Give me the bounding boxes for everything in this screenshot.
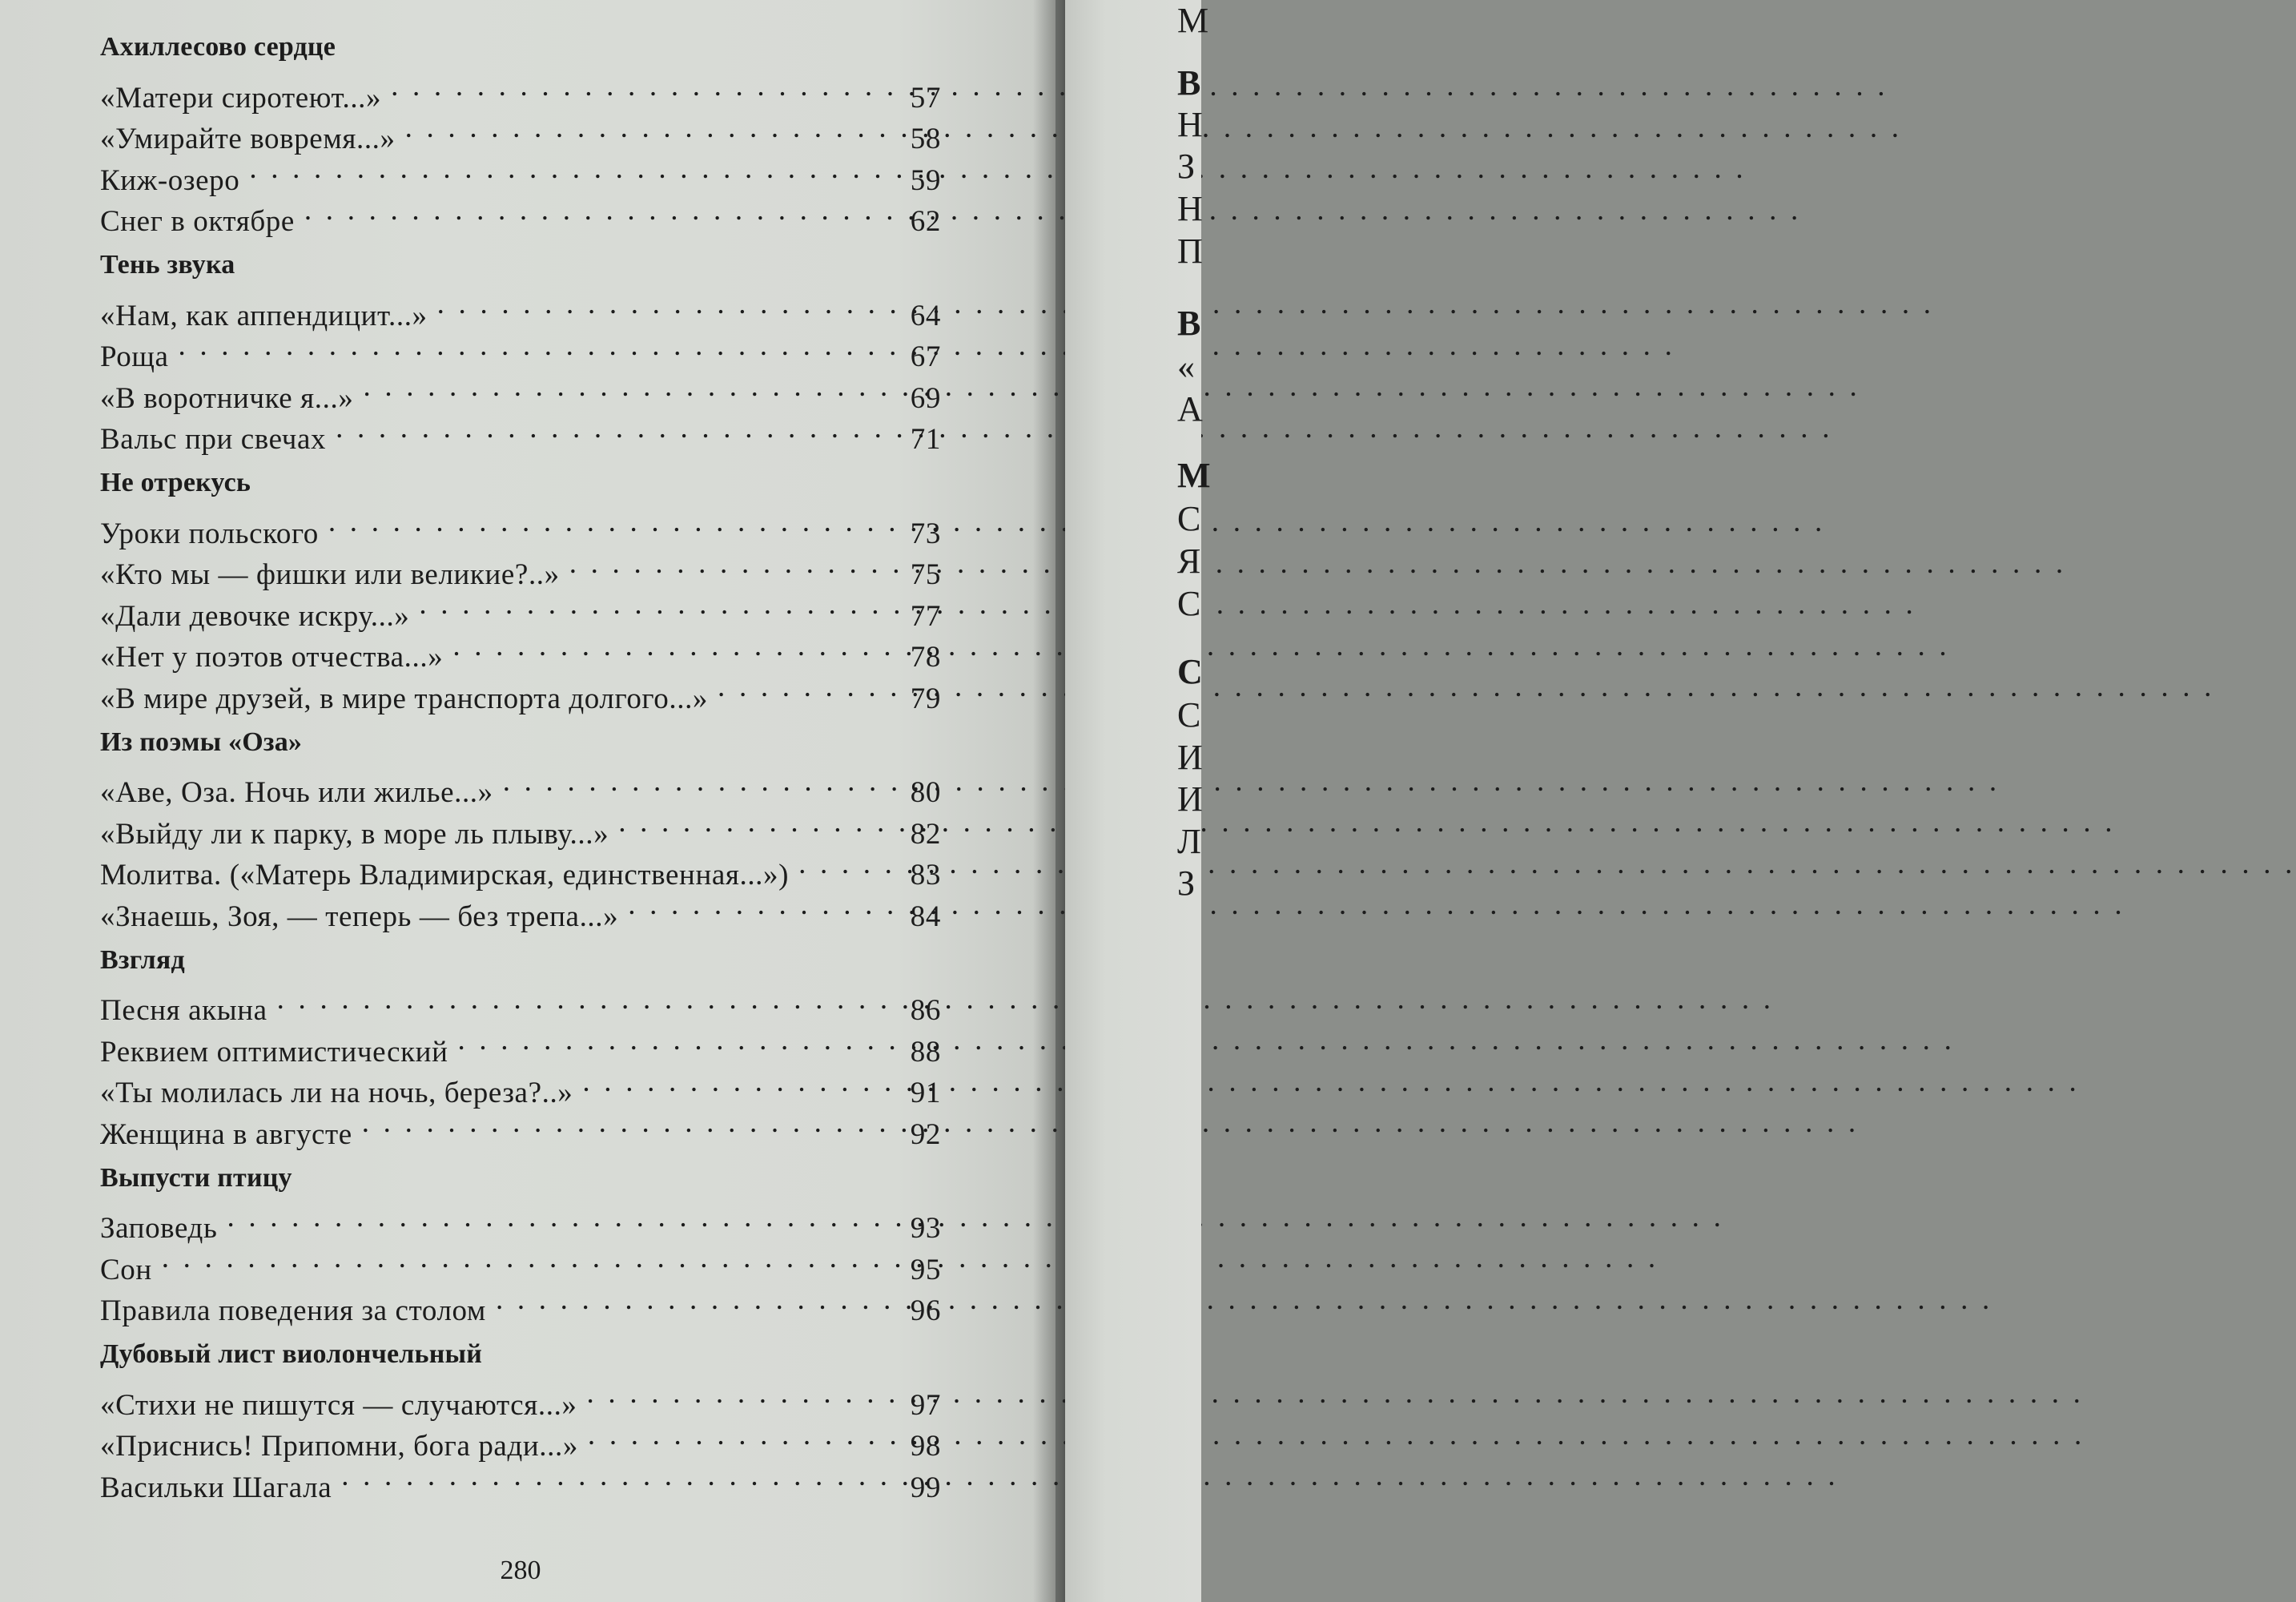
right-page-fragment: Я (1177, 541, 1201, 581)
toc-section (100, 465, 941, 715)
dot-leader (328, 501, 890, 543)
dot-leader (362, 1102, 890, 1144)
dot-leader (503, 761, 890, 803)
toc-entry (100, 1238, 941, 1286)
entry-page-number: 62 (910, 205, 941, 238)
entry-title: «Матери сиротеют...» (100, 81, 382, 115)
entry-title: «В мире друзей, в мире транспорта долгого...» (100, 682, 709, 715)
dot-leader (452, 626, 890, 667)
entry-page-number: 58 (910, 123, 941, 155)
right-page-fragment: В (1177, 304, 1201, 343)
entry-page-number: 93 (910, 1212, 941, 1245)
dot-leader (587, 1373, 890, 1415)
entry-title: «Ты молилась ли на ночь, береза?..» (100, 1077, 573, 1109)
toc-entry (100, 761, 941, 809)
toc-entry (100, 366, 941, 415)
entry-title: Реквием оптимистический (100, 1035, 448, 1069)
entry-title: Васильки Шагала (100, 1471, 332, 1504)
dot-leader (582, 1061, 890, 1103)
entry-title: Уроки польского (100, 517, 319, 550)
dot-leader (304, 190, 890, 231)
entry-title: Роща (100, 340, 169, 373)
entry-page-number: 59 (910, 163, 941, 197)
toc-entry (100, 66, 941, 115)
dot-leader (341, 1455, 890, 1497)
right-page-fragment: В (1177, 63, 1201, 103)
right-page-fragment: И (1177, 779, 1203, 819)
dot-leader (588, 1415, 890, 1456)
dot-leader (437, 284, 890, 325)
dot-leader (457, 1020, 890, 1061)
dot-leader (798, 843, 890, 885)
toc-section (100, 942, 941, 1151)
right-page-fragment: М (1177, 456, 1211, 495)
section-title: Тень звука (100, 250, 235, 280)
right-page-edge (1065, 0, 1211, 1602)
entry-page-number: 96 (910, 1294, 941, 1327)
toc-entry (100, 1373, 941, 1422)
entry-page-number: 78 (910, 641, 941, 674)
entry-page-number: 86 (910, 994, 941, 1027)
entry-title: Снег в октябре (100, 205, 295, 238)
section-title: Ахиллесово сердце (100, 32, 336, 62)
dot-leader (419, 584, 890, 626)
right-page-fragment: « (1177, 347, 1195, 386)
right-page-fragment: М (1177, 1, 1209, 40)
toc-section (100, 247, 941, 456)
entry-page-number: 82 (910, 817, 941, 851)
entry-page-number: 67 (910, 340, 941, 373)
right-page-fragment: С (1177, 652, 1203, 691)
entry-page-number: 91 (910, 1077, 941, 1109)
entry-page-number: 77 (910, 599, 941, 633)
right-page-fragment: З (1177, 147, 1196, 186)
right-page-fragment: И (1177, 738, 1203, 777)
dot-leader (178, 325, 890, 367)
dot-leader (336, 408, 890, 449)
entry-title: Сон (100, 1253, 152, 1286)
toc-section (100, 1336, 941, 1504)
dot-leader (249, 148, 890, 190)
entry-page-number: 88 (910, 1035, 941, 1069)
entry-page-number: 69 (910, 381, 941, 415)
entry-title: «Знаешь, Зоя, — теперь — без трепа...» (100, 900, 619, 933)
page-number: 280 (500, 1556, 541, 1585)
entry-page-number: 79 (910, 682, 941, 715)
dot-leader (569, 543, 890, 585)
entry-title: «Стихи не пишутся — случаются...» (100, 1388, 577, 1422)
toc-section (100, 1160, 941, 1327)
dot-leader (391, 66, 890, 107)
entry-title: «В воротничке я...» (100, 381, 354, 415)
section-title: Взгляд (100, 944, 185, 975)
entry-page-number: 57 (910, 81, 941, 115)
table-of-contents (100, 29, 941, 1513)
entry-title: «Нам, как аппендицит...» (100, 299, 428, 332)
left-page (0, 0, 1056, 1602)
dot-leader (227, 1197, 890, 1238)
entry-page-number: 95 (910, 1253, 941, 1286)
toc-section (100, 724, 941, 933)
toc-entry (100, 979, 941, 1027)
entry-title: «Аве, Оза. Ночь или жилье...» (100, 776, 493, 809)
entry-title: «Кто мы — фишки или великие?..» (100, 558, 560, 591)
dot-leader (162, 1238, 890, 1279)
toc-section (100, 29, 941, 238)
right-page-fragment: А (1177, 389, 1203, 429)
entry-title: «Выйду ли к парку, в море ль плыву...» (100, 817, 609, 851)
right-page-fragment: Н (1177, 105, 1203, 144)
entry-page-number: 92 (910, 1117, 941, 1151)
entry-page-number: 71 (910, 423, 941, 456)
toc-entry (100, 1197, 941, 1245)
right-page-fragment: С (1177, 695, 1201, 735)
entry-page-number: 97 (910, 1388, 941, 1422)
entry-page-number: 80 (910, 776, 941, 809)
entry-title: «Дали девочке искру...» (100, 599, 410, 633)
section-title: Из поэмы «Оза» (100, 727, 303, 757)
dot-leader (718, 666, 890, 708)
dot-leader (405, 107, 890, 149)
entry-title: «Нет у поэтов отчества...» (100, 641, 444, 674)
entry-page-number: 64 (910, 299, 941, 332)
section-title: Выпусти птицу (100, 1162, 292, 1193)
dot-leader (277, 979, 890, 1020)
right-page-fragment: С (1177, 499, 1201, 538)
section-title: Не отрекусь (100, 468, 251, 497)
toc-entry (100, 501, 941, 550)
section-title: Дубовый лист виолончельный (100, 1339, 483, 1369)
entry-title: Молитва. («Матерь Владимирская, единственная...») (100, 859, 790, 892)
entry-title: Заповедь (100, 1212, 218, 1245)
entry-page-number: 75 (910, 558, 941, 591)
dot-leader (628, 884, 890, 926)
right-page-fragment: С (1177, 584, 1201, 623)
entry-title: Правила поведения за столом (100, 1294, 486, 1327)
toc-entry (100, 325, 941, 373)
dot-leader (363, 366, 890, 408)
entry-title: Песня акына (100, 994, 267, 1027)
entry-page-number: 84 (910, 900, 941, 933)
entry-page-number: 99 (910, 1471, 941, 1504)
entry-title: Вальс при свечах (100, 423, 327, 456)
toc-entry (100, 284, 941, 332)
right-page-fragment: Н (1177, 189, 1203, 228)
entry-page-number: 98 (910, 1430, 941, 1463)
entry-title: «Приснись! Припомни, бога ради...» (100, 1430, 578, 1463)
dot-leader (496, 1279, 890, 1321)
entry-page-number: 73 (910, 517, 941, 550)
right-page-fragment: П (1177, 231, 1203, 271)
entry-title: «Умирайте вовремя...» (100, 123, 396, 155)
entry-title: Киж-озеро (100, 163, 240, 197)
right-page-fragment: Л (1177, 822, 1201, 861)
right-page-fragment: З (1177, 863, 1196, 903)
entry-page-number: 83 (910, 859, 941, 892)
entry-title: Женщина в августе (100, 1117, 352, 1151)
toc-entry (100, 1279, 941, 1327)
dot-leader (618, 802, 890, 843)
